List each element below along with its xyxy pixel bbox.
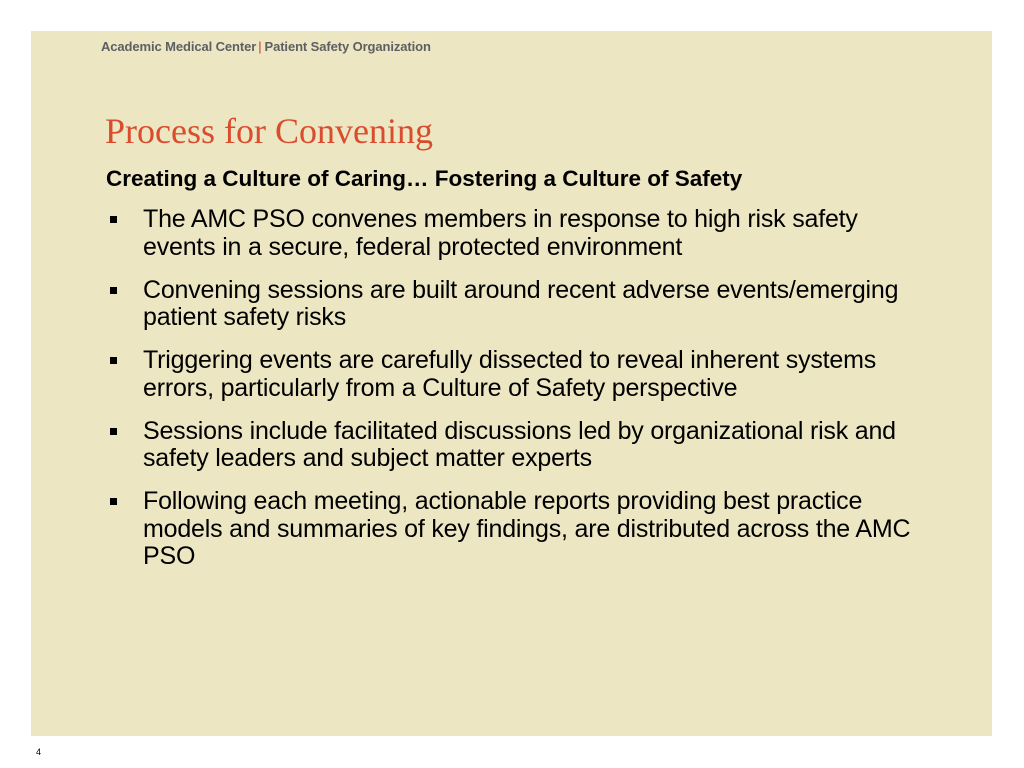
bullet-item xyxy=(106,347,926,402)
bullet-list xyxy=(106,206,926,586)
bullet-text: Triggering events are carefully dissected to reveal inherent systems errors, particularly from a Culture of Safety perspective xyxy=(143,346,877,402)
bullet-text: The AMC PSO convenes members in response to high risk safety events in a secure, federal protected environment xyxy=(143,205,858,261)
square-bullet-icon xyxy=(110,357,117,364)
page-number: 4 xyxy=(36,747,42,757)
square-bullet-icon xyxy=(110,428,117,435)
slide-title: Process for Convening xyxy=(105,111,433,151)
square-bullet-icon xyxy=(110,498,117,505)
bullet-item xyxy=(106,277,926,332)
bullet-item xyxy=(106,418,926,473)
bullet-item xyxy=(106,206,926,261)
bullet-text: Convening sessions are built around recent adverse events/emerging patient safety risks xyxy=(143,275,899,331)
bullet-text: Following each meeting, actionable reports providing best practice models and summaries of key findings, are distributed across the AMC PSO xyxy=(143,487,911,570)
bullet-item xyxy=(106,488,926,571)
bullet-text: Sessions include facilitated discussions led by organizational risk and safety leaders and subject matter experts xyxy=(143,416,896,472)
square-bullet-icon xyxy=(110,216,117,223)
header-left-text: Academic Medical Center xyxy=(101,39,257,54)
square-bullet-icon xyxy=(110,287,117,294)
header-right-text: Patient Safety Organization xyxy=(264,39,431,54)
slide-subtitle: Creating a Culture of Caring… Fostering a Culture of Safety xyxy=(106,166,743,191)
organization-header xyxy=(101,39,431,54)
header-separator: | xyxy=(258,39,262,54)
